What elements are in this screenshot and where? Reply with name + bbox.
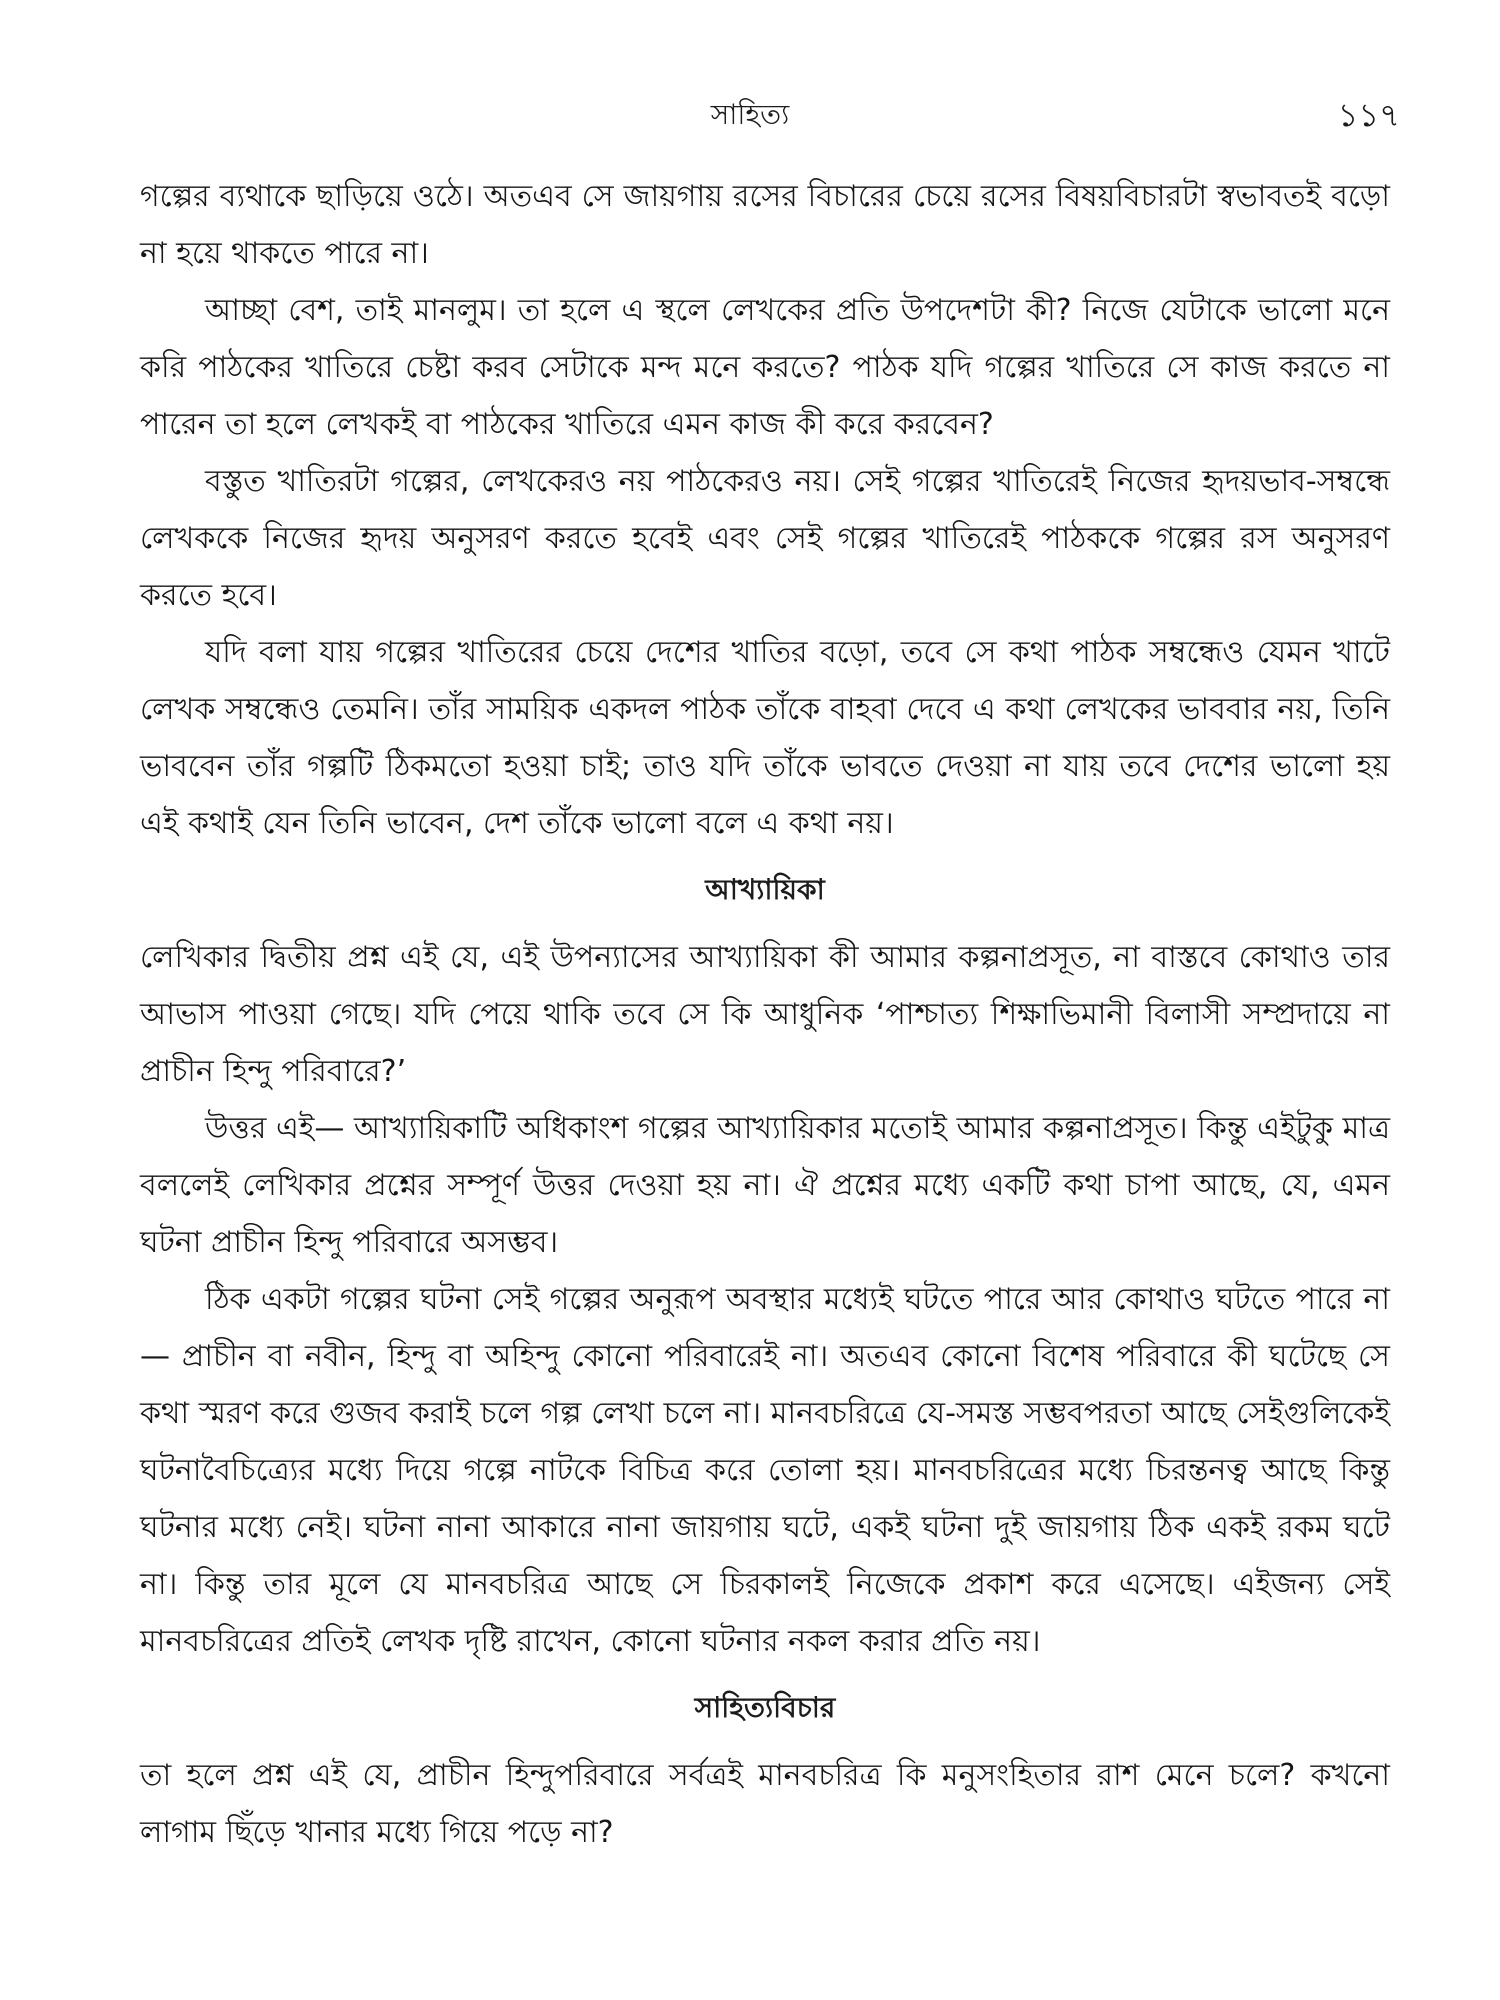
paragraph: উত্তর এই— আখ্যায়িকাটি অধিকাংশ গল্পের আখ্যায়িকার মতোই আমার কল্পনাপ্রসূত। কিন্তু এইটুকু মাত্র বললেই লেখিকার প্রশ্নের সম্পূর্ণ উত্তর দেওয়া হয় না। ঐ প্রশ্নের মধ্যে একটি কথা চাপা আছে, যে, এমন ঘটনা প্রাচীন হিন্দু পরিবারে অসম্ভব।	[140, 1111, 1390, 1260]
paragraph: আচ্ছা বেশ, তাই মানলুম। তা হলে এ স্থলে লেখকের প্রতি উপদেশটা কী? নিজে যেটাকে ভালো মনে করি পাঠকের খাতিরে চেষ্টা করব সেটাকে মন্দ মনে করতে? পাঠক যদি গল্পের খাতিরে সে কাজ করতে না পারেন তা হলে লেখকই বা পাঠকের খাতিরে এমন কাজ কী করে করবেন?	[140, 293, 1390, 442]
section-akhyayika	[140, 852, 1390, 1670]
page-number: ১১৭	[1337, 96, 1400, 134]
section-heading: আখ্যায়িকা	[705, 873, 825, 906]
paragraph: লেখিকার দ্বিতীয় প্রশ্ন এই যে, এই উপন্যাসের আখ্যায়িকা কী আমার কল্পনাপ্রসূত, না বাস্তবে কোথাও তার আভাস পাওয়া গেছে। যদি পেয়ে থাকি তবে সে কি আধুনিক ‘পাশ্চাত্য শিক্ষাভিমানী বিলাসী সম্প্রদায়ে না প্রাচীন হিন্দু পরিবারে?’	[140, 940, 1390, 1089]
paragraph: গল্পের ব্যথাকে ছাড়িয়ে ওঠে। অতএব সে জায়গায় রসের বিচারের চেয়ে রসের বিষয়বিচারটা স্বভাবতই বড়ো না হয়ে থাকতে পারে না।	[140, 179, 1390, 271]
section-heading: সাহিত্যবিচার	[694, 1691, 836, 1724]
section-continuation	[140, 168, 1390, 852]
running-title: সাহিত্য	[710, 98, 790, 131]
paragraph: যদি বলা যায় গল্পের খাতিরের চেয়ে দেশের খাতির বড়ো, তবে সে কথা পাঠক সম্বন্ধেও যেমন খাটে লেখক সম্বন্ধেও তেমনি। তাঁর সাময়িক একদল পাঠক তাঁকে বাহবা দেবে এ কথা লেখকের ভাববার নয়, তিনি ভাববেন তাঁর গল্পটি ঠিকমতো হওয়া চাই; তাও যদি তাঁকে ভাবতে দেওয়া না যায় তবে দেশের ভালো হয় এই কথাই যেন তিনি ভাবেন, দেশ তাঁকে ভালো বলে এ কথা নয়।	[140, 635, 1390, 841]
paragraph: তা হলে প্রশ্ন এই যে, প্রাচীন হিন্দুপরিবারে সর্বত্রই মানবচরিত্র কি মনুসংহিতার রাশ মেনে চলে? কখনো লাগাম ছিঁড়ে খানার মধ্যে গিয়ে পড়ে না?	[140, 1758, 1390, 1850]
body-text	[140, 168, 1390, 1861]
paragraph: ঠিক একটা গল্পের ঘটনা সেই গল্পের অনুরূপ অবস্থার মধ্যেই ঘটতে পারে আর কোথাও ঘটতে পারে না— প্রাচীন বা নবীন, হিন্দু বা অহিন্দু কোনো পরিবারেই না। অতএব কোনো বিশেষ পরিবারে কী ঘটেছে সে কথা স্মরণ করে গুজব করাই চলে গল্প লেখা চলে না। মানবচরিত্রে যে-সমস্ত সম্ভবপরতা আছে সেইগুলিকেই ঘটনাবৈচিত্র্যের মধ্যে দিয়ে গল্পে নাটকে বিচিত্র করে তোলা হয়। মানবচরিত্রের মধ্যে চিরন্তনত্ব আছে কিন্তু ঘটনার মধ্যে নেই। ঘটনা নানা আকারে নানা জায়গায় ঘটে, একই ঘটনা দুই জায়গায় ঠিক একই রকম ঘটে না। কিন্তু তার মূলে যে মানবচরিত্র আছে সে চিরকালই নিজেকে প্রকাশ করে এসেছে। এইজন্য সেই মানবচরিত্রের প্রতিই লেখক দৃষ্টি রাখেন, কোনো ঘটনার নকল করার প্রতি নয়।	[140, 1282, 1390, 1659]
paragraph: বস্তুত খাতিরটা গল্পের, লেখকেরও নয় পাঠকেরও নয়। সেই গল্পের খাতিরেই নিজের হৃদয়ভাব-সম্বন্ধে লেখককে নিজের হৃদয় অনুসরণ করতে হবেই এবং সেই গল্পের খাতিরেই পাঠককে গল্পের রস অনুসরণ করতে হবে।	[140, 464, 1390, 613]
section-sahityabichar	[140, 1670, 1390, 1861]
running-head	[0, 95, 1500, 135]
